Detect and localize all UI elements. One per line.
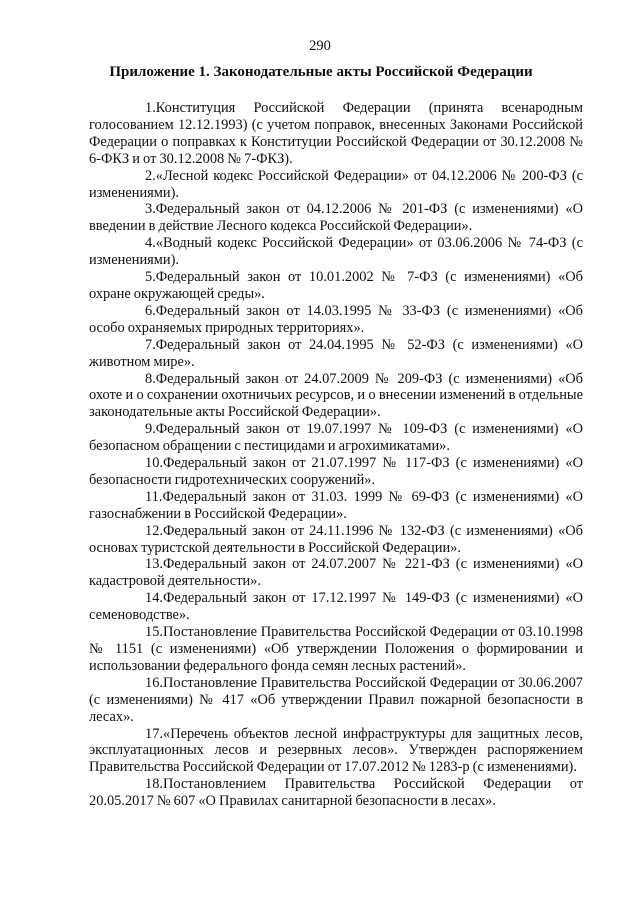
- list-item: [89, 421, 583, 455]
- item-text: Федеральный закон от 24.07.2007 № 221-ФЗ (с изменениями) «О кадастровой деятельности».: [89, 556, 583, 590]
- list-item: [89, 269, 583, 303]
- item-number: 9.: [145, 421, 156, 438]
- list-item: [89, 235, 583, 269]
- item-number: 18.: [145, 776, 163, 793]
- item-number: 2.: [145, 167, 156, 184]
- item-number: 11.: [145, 488, 163, 505]
- item-text: Федеральный закон от 21.07.1997 № 117-ФЗ (с изменениями) «О безопасности гидротехнических сооружений».: [89, 455, 583, 488]
- list-item: [89, 201, 583, 235]
- item-number: 8.: [145, 370, 156, 387]
- list-item: [89, 168, 583, 202]
- appendix-title: Приложение 1. Законодательные акты Российской Федерации: [109, 64, 533, 80]
- item-text: Конституция Российской Федерации (принята всенародным голосованием 12.12.1993) (с учетом поправок, внесенных Законами Российской Федерации о поправках к Конституции Российской Федерации от 30.12.2008 № 6-ФКЗ и от 30.12.2008 № 7-ФКЗ).: [89, 100, 583, 167]
- list-item: [89, 675, 583, 726]
- list-item: [89, 556, 583, 590]
- list-item: [89, 624, 583, 675]
- item-number: 17.: [145, 725, 163, 742]
- item-text: Федеральный закон от 10.01.2002 № 7-ФЗ (с изменениями) «Об охране окружающей среды».: [89, 269, 583, 302]
- list-item: [89, 337, 583, 371]
- item-text: Постановление Правительства Российской Федерации от 03.10.1998 № 1151 (с изменениями) «Об утверждении Положения о формировании и использовании федерального фонда семян лесных растений».: [89, 624, 583, 674]
- item-number: 7.: [145, 336, 156, 353]
- list-item: [89, 590, 583, 624]
- item-text: Федеральный закон от 17.12.1997 № 149-ФЗ (с изменениями) «О семеноводстве».: [89, 590, 583, 624]
- list-item: [89, 455, 583, 489]
- item-number: 12.: [145, 522, 163, 539]
- item-text: Постановление Правительства Российской Федерации от 30.06.2007 (с изменениями) № 417 «Об утверждении Правил пожарной безопасности в лесах».: [89, 674, 583, 725]
- list-item: [89, 726, 583, 777]
- list-item: [89, 523, 583, 557]
- item-text: Федеральный закон от 14.03.1995 № 33-ФЗ (с изменениями) «Об особо охраняемых природных территориях».: [89, 302, 583, 336]
- list-item: [89, 776, 583, 810]
- item-number: 15.: [145, 624, 163, 641]
- item-text: «Водный кодекс Российской Федерации» от 03.06.2006 № 74-ФЗ (с изменениями).: [89, 235, 583, 269]
- item-number: 10.: [145, 455, 163, 472]
- item-text: «Лесной кодекс Российской Федерации» от 04.12.2006 № 200-ФЗ (с изменениями).: [89, 167, 583, 201]
- page-number: 290: [309, 38, 331, 54]
- item-number: 13.: [145, 556, 163, 573]
- list-item: [89, 303, 583, 337]
- item-number: 3.: [145, 201, 156, 218]
- legislation-list: [89, 100, 583, 810]
- item-text: Федеральный закон от 24.07.2009 № 209-ФЗ (с изменениями) «Об охоте и о сохранении охотничьих ресурсов, и о внесении изменений в отдельные законодательные акты Российской Федерации».: [89, 370, 583, 421]
- list-item: [89, 371, 583, 422]
- item-text: Федеральный закон от 31.03. 1999 № 69-ФЗ (с изменениями) «О газоснабжении в Российской Федерации».: [89, 488, 583, 522]
- item-number: 6.: [145, 302, 156, 319]
- item-number: 14.: [145, 590, 163, 607]
- item-number: 1.: [145, 100, 156, 116]
- item-number: 16.: [145, 674, 163, 691]
- item-text: Федеральный закон от 19.07.1997 № 109-ФЗ (с изменениями) «О безопасном обращении с пестицидами и агрохимикатами».: [89, 421, 583, 455]
- item-text: Федеральный закон от 24.04.1995 № 52-ФЗ (с изменениями) «О животном мире».: [89, 336, 583, 370]
- item-text: Федеральный закон от 24.11.1996 № 132-ФЗ (с изменениями) «Об основах туристской деятельности в Российской Федерации».: [89, 522, 583, 556]
- item-text: Постановлением Правительства Российской Федерации от 20.05.2017 № 607 «О Правилах санитарной безопасности в лесах».: [89, 776, 583, 810]
- item-text: Федеральный закон от 04.12.2006 № 201-ФЗ (с изменениями) «О введении в действие Лесного кодекса Российской Федерации».: [89, 201, 583, 235]
- list-item: [89, 100, 583, 168]
- item-text: «Перечень объектов лесной инфраструктуры для защитных лесов, эксплуатационных лесов и резервных лесов». Утвержден распоряжением Правительства Российской Федерации от 17.07.2012 № 1283-р (с изменениями).: [89, 725, 583, 776]
- item-number: 4.: [145, 235, 156, 252]
- item-number: 5.: [145, 269, 156, 286]
- list-item: [89, 489, 583, 523]
